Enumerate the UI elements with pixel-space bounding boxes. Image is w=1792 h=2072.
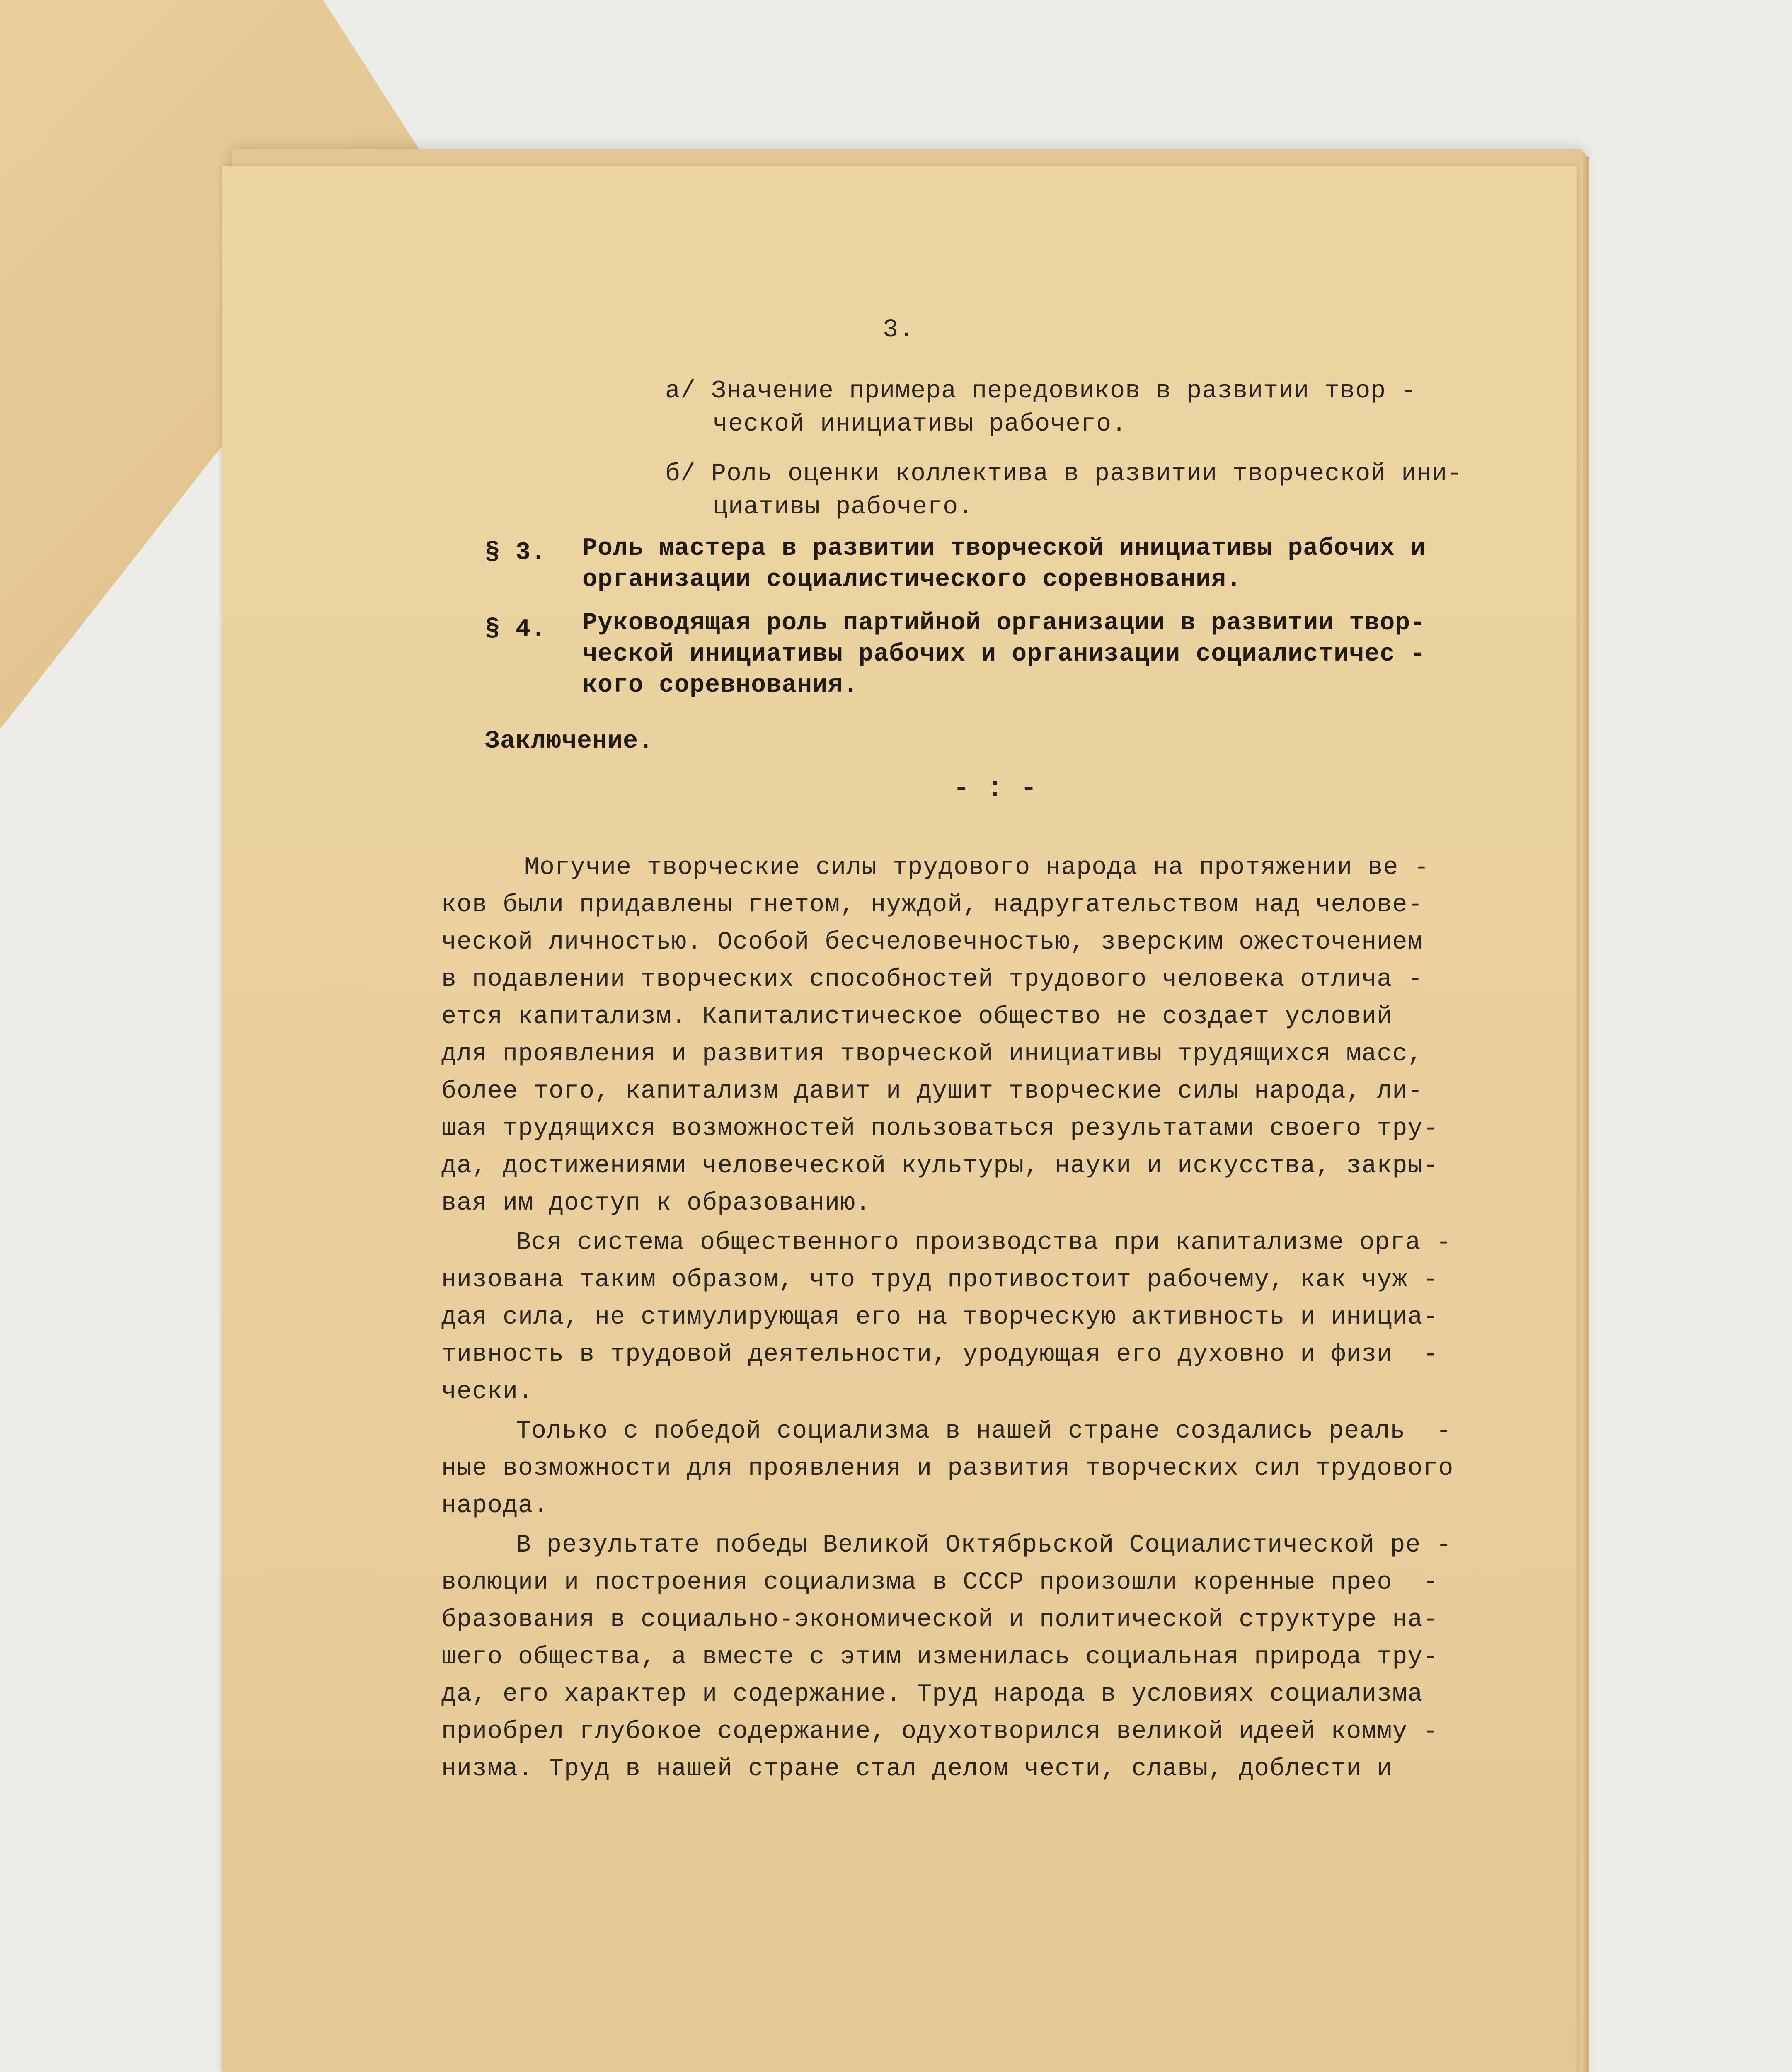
body-line-15: чески. — [441, 1378, 534, 1406]
body-line-6: для проявления и развития творческой инициативы трудящихся масс, — [441, 1040, 1423, 1068]
body-line-9: да, достижениями человеческой культуры, науки и искусства, закры- — [441, 1152, 1438, 1180]
body-line-25: низма. Труд в нашей стране стал делом чести, славы, доблести и — [441, 1755, 1392, 1783]
body-line-16: Только с победой социализма в нашей стране создались реаль - — [516, 1417, 1452, 1445]
section-divider: - : - — [953, 773, 1038, 804]
section-4-line-1: Руководящая роль партийной организации в развитии твор- — [582, 609, 1426, 637]
body-line-14: тивность в трудовой деятельности, уродующая его духовно и физи - — [441, 1341, 1438, 1369]
body-line-17: ные возможности для проявления и развития творческих сил трудового — [441, 1455, 1454, 1483]
body-line-23: да, его характер и содержание. Труд народа в условиях социализма — [441, 1680, 1423, 1709]
outline-item-a-line-1: а/ Значение примера передовиков в развитии твор - — [665, 377, 1417, 405]
outline-item-a-line-2: ческой инициативы рабочего. — [713, 410, 1127, 438]
body-line-5: ется капитализм. Капиталистическое общество не создает условий — [441, 1003, 1392, 1031]
body-line-21: бразования в социально-экономической и политической структуре на- — [441, 1606, 1438, 1634]
body-line-20: волюции и построения социализма в СССР произошли коренные прео - — [441, 1569, 1438, 1597]
body-line-7: более того, капитализм давит и душит творческие силы народа, ли- — [441, 1077, 1423, 1106]
body-line-4: в подавлении творческих способностей трудового человека отлича - — [441, 966, 1423, 994]
body-line-24: приобрел глубокое содержание, одухотворился великой идеей комму - — [441, 1718, 1438, 1746]
section-3-label: § 3. — [485, 539, 547, 567]
page-number: 3. — [883, 315, 915, 344]
outline-item-b-line-2: циативы рабочего. — [713, 493, 974, 521]
body-line-19: В результате победы Великой Октябрьской Социалистической ре - — [516, 1531, 1452, 1559]
body-line-1: Могучие творческие силы трудового народа на протяжении ве - — [524, 854, 1429, 882]
body-line-8: шая трудящихся возможностей пользоваться результатами своего тру- — [441, 1115, 1438, 1143]
body-line-22: шего общества, а вместе с этим изменилась социальная природа тру- — [441, 1643, 1438, 1671]
body-line-3: ческой личностью. Особой бесчеловечностью, зверским ожесточением — [441, 928, 1423, 956]
body-line-10: вая им доступ к образованию. — [441, 1189, 871, 1218]
section-4-line-3: кого соревнования. — [582, 671, 859, 700]
section-4-line-2: ческой инициативы рабочих и организации социалистичес - — [582, 640, 1426, 668]
body-line-18: народа. — [441, 1492, 549, 1520]
body-line-11: Вся система общественного производства при капитализме орга - — [516, 1229, 1452, 1257]
section-3-line-2: организации социалистического соревнования. — [582, 566, 1242, 594]
body-line-13: дая сила, не стимулирующая его на творческую активность и инициа- — [441, 1303, 1438, 1331]
outline-item-b-line-1: б/ Роль оценки коллектива в развитии творческой ини- — [665, 460, 1463, 488]
section-4-label: § 4. — [485, 615, 547, 644]
section-3-line-1: Роль мастера в развитии творческой инициативы рабочих и — [582, 535, 1426, 563]
body-line-2: ков были придавлены гнетом, нуждой, надругательством над челове- — [441, 891, 1423, 919]
conclusion-heading: Заключение. — [485, 727, 654, 755]
body-line-12: низована таким образом, что труд противостоит рабочему, как чуж - — [441, 1266, 1438, 1294]
